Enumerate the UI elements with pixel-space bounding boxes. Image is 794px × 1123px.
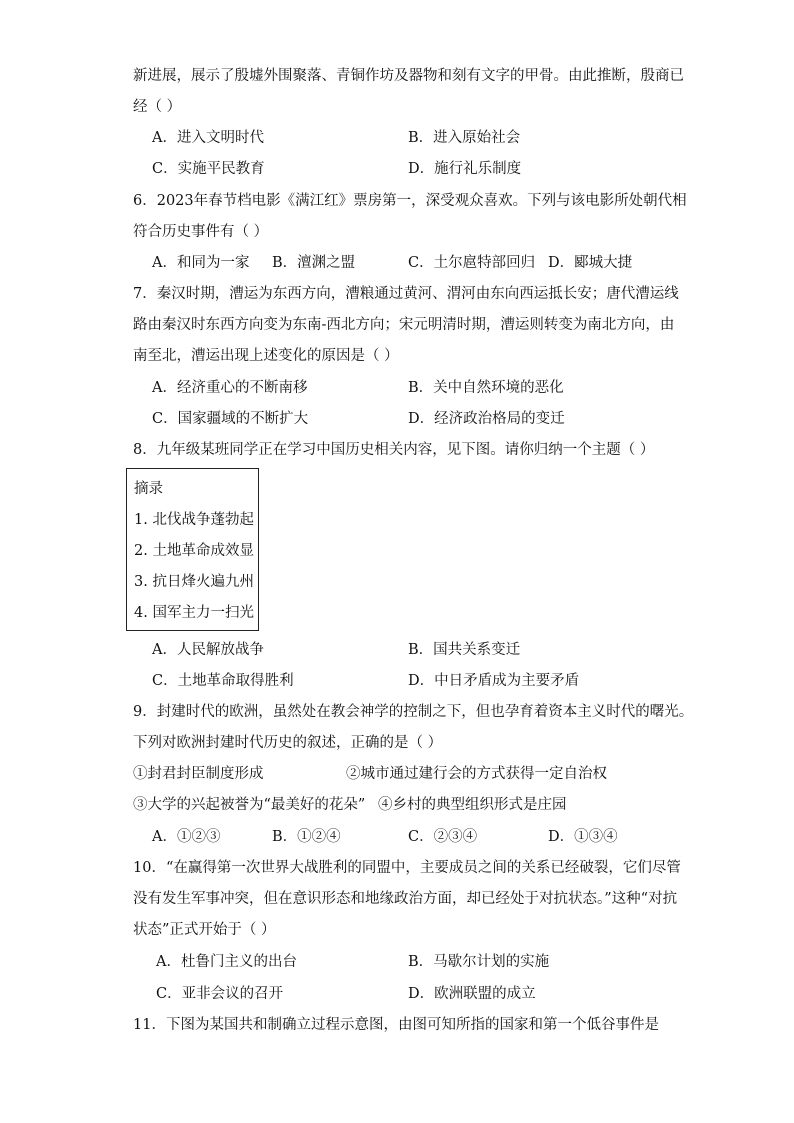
q5-stem-line-2: 经（ ） bbox=[133, 99, 182, 115]
q9-stem-line-1: 9．封建时代的欧洲，虽然处在教会神学的控制之下，但也孕育着资本主义时代的曙光。 bbox=[133, 704, 694, 720]
excerpt-item-3: 3. 抗日烽火遍九州 bbox=[134, 574, 254, 590]
q9-stem-line-2: 下列对欧洲封建时代历史的叙述，正确的是（ ） bbox=[133, 735, 443, 751]
q9-option-c: C．②③④ bbox=[408, 829, 478, 845]
excerpt-box-title: 摘录 bbox=[134, 481, 163, 497]
q8-option-b: B．国共关系变迁 bbox=[408, 642, 521, 658]
q7-stem-line-3: 南至北，漕运出现上述变化的原因是（ ） bbox=[133, 348, 399, 364]
q10-stem-line-2: 没有发生军事冲突，但在意识形态和地缘政治方面，却已经处于对抗状态。”这种“对抗 bbox=[133, 891, 678, 907]
q10-option-d: D．欧洲联盟的成立 bbox=[408, 986, 536, 1002]
q5-option-c: C．实施平民教育 bbox=[152, 161, 265, 177]
q11-stem-line-1: 11．下图为某国共和制确立过程示意图，由图可知所指的国家和第一个低谷事件是 bbox=[133, 1017, 659, 1033]
q9-option-a: A．①②③ bbox=[152, 829, 221, 845]
excerpt-item-2: 2. 土地革命成效显 bbox=[134, 543, 254, 559]
q9-statement-1: ①封君封臣制度形成 bbox=[133, 766, 264, 782]
q7-option-b: B．关中自然环境的恶化 bbox=[408, 380, 564, 396]
q8-stem-line-1: 8．九年级某班同学正在学习中国历史相关内容，见下图。请你归纳一个主题（ ） bbox=[133, 442, 655, 458]
q7-stem-line-2: 路由秦汉时东西方向变为东南-西北方向；宋元明清时期，漕运则转变为南北方向，由 bbox=[133, 317, 675, 333]
q10-stem-line-1: 10．“在赢得第一次世界大战胜利的同盟中，主要成员之间的关系已经破裂，它们尽管 bbox=[133, 860, 681, 876]
q10-option-b: B．马歇尔计划的实施 bbox=[408, 954, 550, 970]
q5-option-a: A．进入文明时代 bbox=[152, 130, 264, 146]
q7-option-a: A．经济重心的不断南移 bbox=[152, 380, 308, 396]
q10-option-a: A．杜鲁门主义的出台 bbox=[156, 954, 297, 970]
q10-stem-line-3: 状态”正式开始于（ ） bbox=[133, 922, 276, 938]
q9-option-b: B．①②④ bbox=[272, 829, 341, 845]
q7-option-d: D．经济政治格局的变迁 bbox=[408, 411, 565, 427]
excerpt-box bbox=[126, 468, 259, 631]
q5-option-d: D．施行礼乐制度 bbox=[408, 161, 522, 177]
q5-option-b: B．进入原始社会 bbox=[408, 130, 521, 146]
q6-option-d: D．郾城大捷 bbox=[548, 255, 633, 271]
q6-option-c: C．土尔扈特部回归 bbox=[408, 255, 536, 271]
q7-option-c: C．国家疆域的不断扩大 bbox=[152, 411, 309, 427]
q9-statement-2: ②城市通过建行会的方式获得一定自治权 bbox=[346, 766, 607, 782]
q8-option-c: C．土地革命取得胜利 bbox=[152, 673, 294, 689]
q9-statement-4: ④乡村的典型组织形式是庄园 bbox=[378, 797, 567, 813]
q6-stem-line-1: 6．2023年春节档电影《满江红》票房第一，深受观众喜欢。下列与该电影所处朝代相 bbox=[133, 193, 687, 209]
q8-option-d: D．中日矛盾成为主要矛盾 bbox=[408, 673, 580, 689]
q8-option-a: A．人民解放战争 bbox=[152, 642, 264, 658]
q10-option-c: C．亚非会议的召开 bbox=[156, 986, 284, 1002]
excerpt-item-1: 1. 北伐战争蓬勃起 bbox=[134, 512, 254, 528]
q6-stem-line-2: 符合历史事件有（ ） bbox=[133, 224, 269, 240]
q9-statement-3: ③大学的兴起被誉为“最美好的花朵” bbox=[133, 797, 366, 813]
q7-stem-line-1: 7．秦汉时期，漕运为东西方向，漕粮通过黄河、渭河由东向西运抵长安；唐代漕运线 bbox=[133, 286, 679, 302]
q6-option-b: B．澶渊之盟 bbox=[272, 255, 356, 271]
q9-option-d: D．①③④ bbox=[548, 829, 618, 845]
q6-option-a: A．和同为一家 bbox=[152, 255, 250, 271]
excerpt-item-4: 4. 国军主力一扫光 bbox=[134, 605, 254, 621]
q5-stem-line-1: 新进展，展示了殷墟外围聚落、青铜作坊及器物和刻有文字的甲骨。由此推断，殷商已 bbox=[133, 68, 684, 84]
